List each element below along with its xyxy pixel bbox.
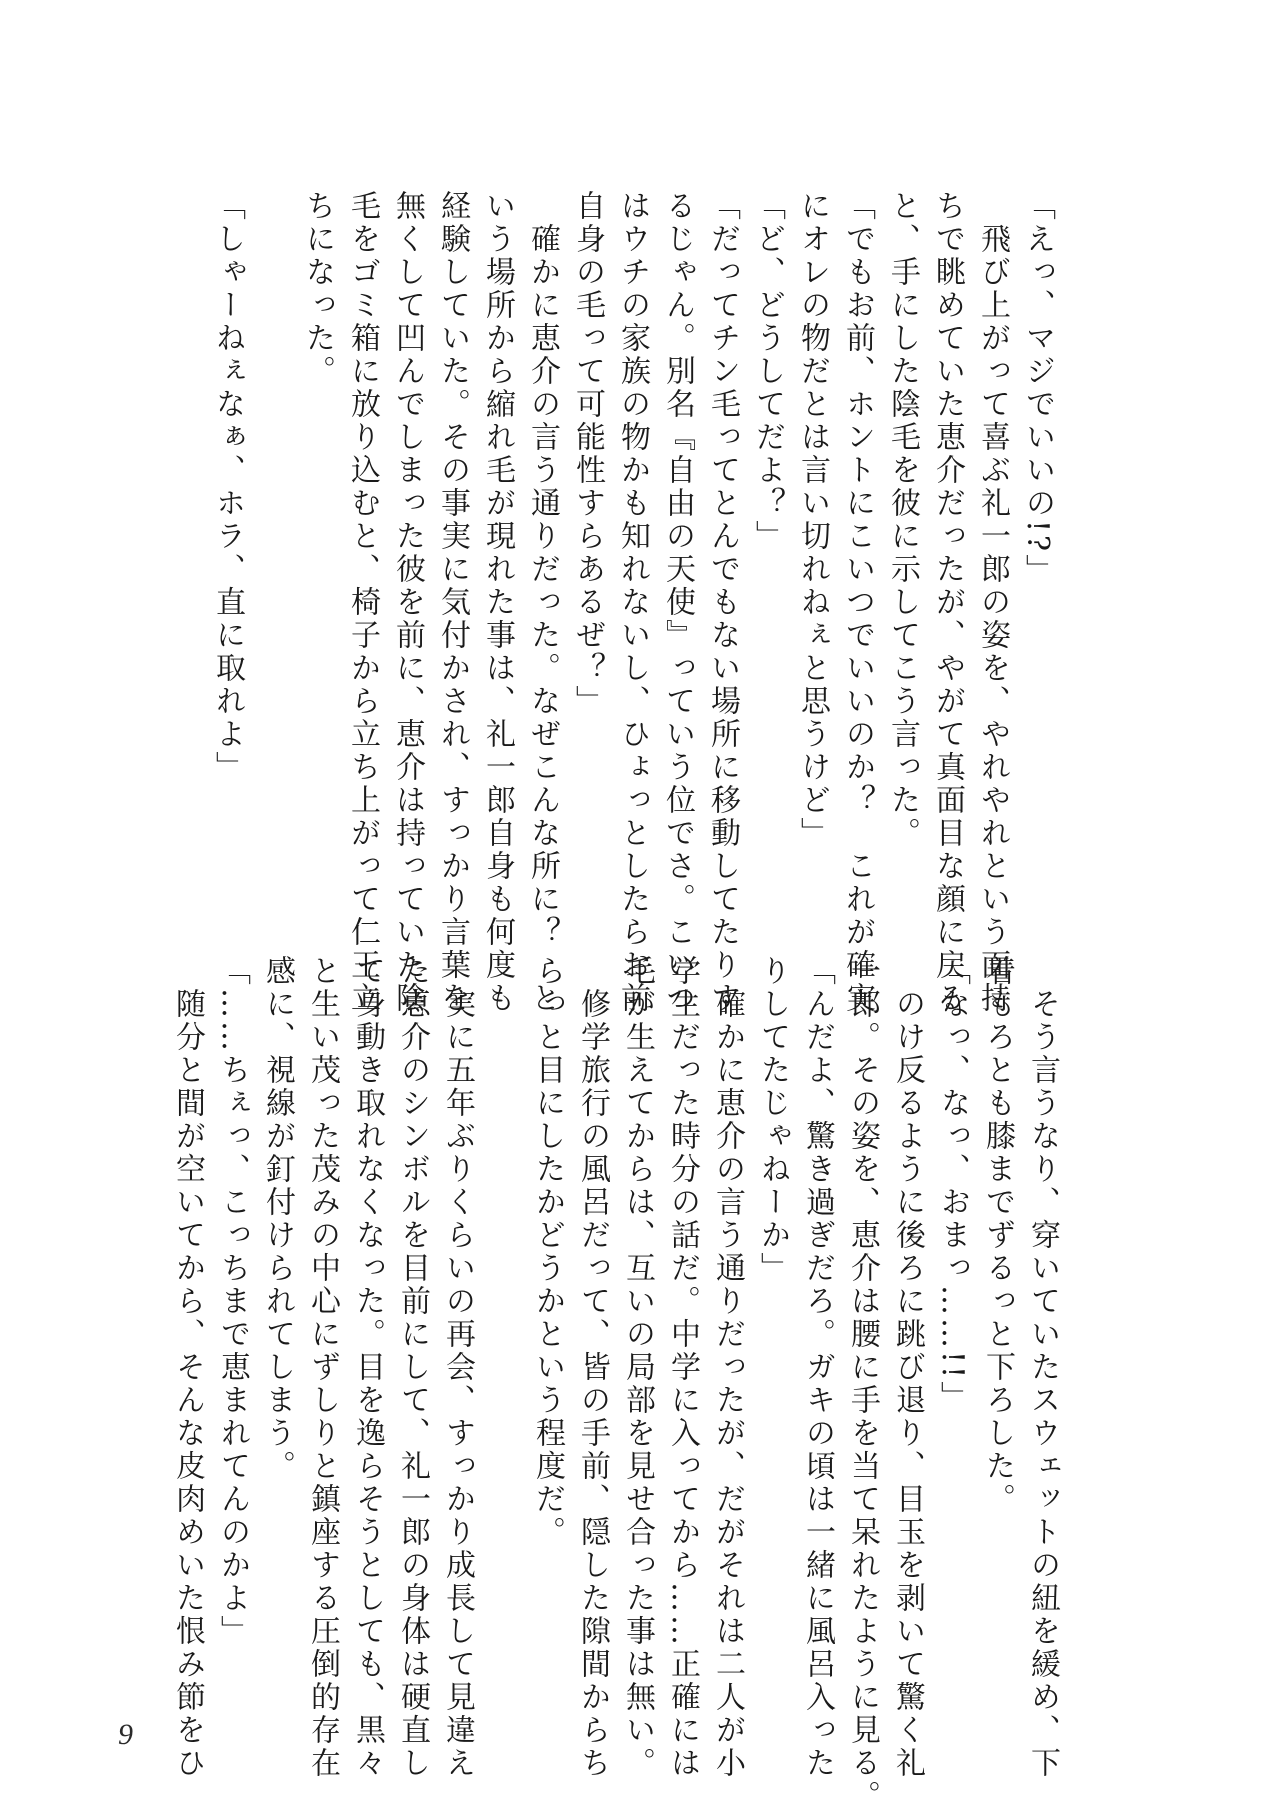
text-line: 「しゃーねぇなぁ、ホラ、直に取れよ」 [210, 190, 245, 784]
text-line: 「えっ、マジでいいの!?」 [1020, 190, 1055, 588]
text-line: 一郎。その姿を、恵介は腰に手を当て呆れたように見る。 [845, 955, 880, 1813]
text-line: 着もろとも膝までずるっと下ろした。 [980, 955, 1015, 1516]
text-line: 学生だった時分の話だ。中学に入ってから……正確には [665, 955, 700, 1780]
blank-line [480, 955, 525, 1665]
text-line: 随分と間が空いてから、そんな皮肉めいた恨み節をひ [170, 955, 205, 1780]
text-line: た恵介のシンボルを目前にして、礼一郎の身体は硬直し [395, 955, 430, 1780]
text-line: 「んだよ、驚き過ぎだろ。ガキの頃は一緒に風呂入った [800, 955, 835, 1780]
text-line: はウチの家族の物かも知れないし、ひょっとしたらお前 [615, 190, 650, 1015]
text-line: 修学旅行の風呂だって、皆の手前、隠した隙間からち [575, 955, 610, 1780]
text-line: りしてたじゃねーか」 [755, 955, 790, 1285]
text-line: 「だってチン毛ってとんでもない場所に移動してたりす [705, 190, 740, 1015]
text-line: そう言うなり、穿いていたスウェットの紐を緩め、下 [1025, 955, 1060, 1780]
text-line: 「……ちぇっ、こっちまで恵まれてんのかよ」 [215, 955, 250, 1648]
text-line: 確かに恵介の言う通りだったが、だがそれは二人が小 [710, 955, 745, 1780]
text-line: て身動き取れなくなった。目を逸らそうとしても、黒々 [350, 955, 385, 1780]
text-line: ちになった。 [300, 190, 335, 388]
text-line: 経験していた。その事実に気付かされ、すっかり言葉を [435, 190, 470, 1015]
text-line: らっと目にしたかどうかという程度だ。 [530, 955, 565, 1549]
text-line: 毛をゴミ箱に放り込むと、椅子から立ち上がって仁王立 [345, 190, 380, 1015]
text-line: のけ反るように後ろに跳び退り、目玉を剥いて驚く礼 [890, 955, 925, 1780]
lower-text-block [160, 955, 1065, 1813]
page-number: 9 [118, 1718, 133, 1751]
text-line: 毛が生えてからは、互いの局部を見せ合った事は無い。 [620, 955, 655, 1780]
text-line: 「なっ、なっ、おまっ……!!」 [935, 955, 970, 1415]
text-line: 無くして凹んでしまった彼を前に、恵介は持っていた陰 [390, 190, 425, 1015]
text-line: 「でもお前、ホントにこいつでいいのか？ これが確実 [840, 190, 875, 1015]
text-line: と、手にした陰毛を彼に示してこう言った。 [885, 190, 920, 850]
text-line: と生い茂った茂みの中心にずしりと鎮座する圧倒的存在 [305, 955, 340, 1780]
text-line: 実に五年ぶりくらいの再会、すっかり成長して見違え [440, 955, 475, 1780]
text-line: にオレの物だとは言い切れねぇと思うけど」 [795, 190, 830, 850]
text-line: 自身の毛って可能性すらあるぜ？」 [570, 190, 605, 718]
text-line: 感に、視線が釘付けられてしまう。 [260, 955, 295, 1483]
blank-line [250, 190, 295, 890]
text-line: 確かに恵介の言う通りだった。なぜこんな所に？ と [525, 190, 560, 1015]
text-line: 飛び上がって喜ぶ礼一郎の姿を、やれやれという面持 [975, 190, 1010, 1015]
upper-text-block [210, 190, 1060, 1015]
text-line: ちで眺めていた恵介だったが、やがて真面目な顔に戻る [930, 190, 965, 1015]
text-line: るじゃん。別名『自由の天使』っていう位でさ。こいつ [660, 190, 695, 1015]
text-line: 「ど、どうしてだよ？」 [750, 190, 785, 553]
text-line: いう場所から縮れ毛が現れた事は、礼一郎自身も何度も [480, 190, 515, 1015]
